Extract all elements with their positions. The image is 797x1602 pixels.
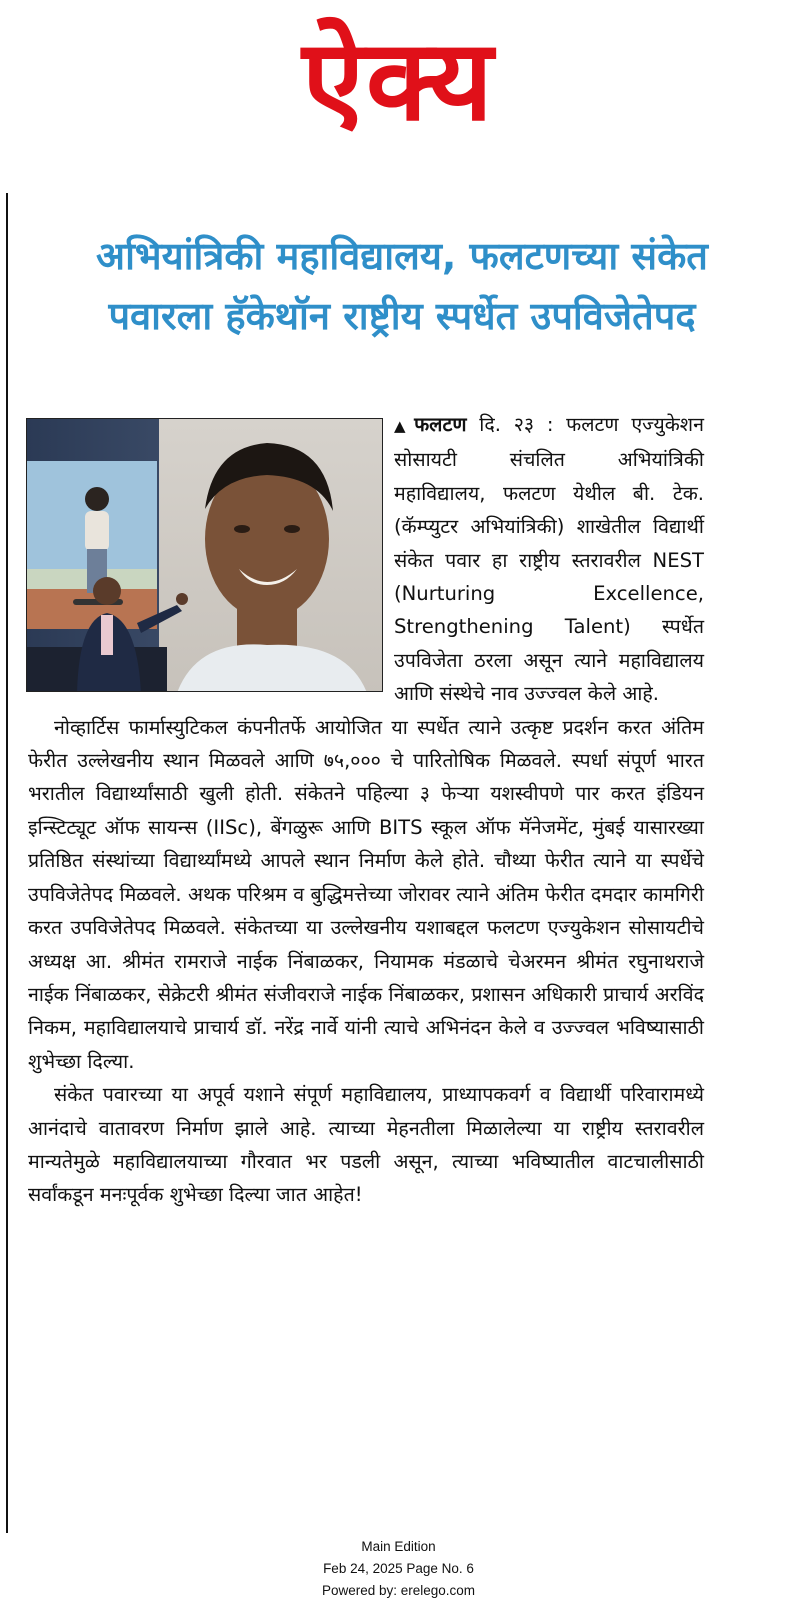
masthead-title: ऐक्य	[302, 16, 495, 146]
photo-spacer	[28, 408, 394, 698]
footer	[0, 1536, 797, 1602]
article-paragraph-3: संकेत पवारच्या या अपूर्व यशाने संपूर्ण महाविद्यालय, प्राध्यापकवर्ग व विद्यार्थी परिवारामध्ये आनंदाचे वातावरण निर्माण झाले आहे. त्याच्या मेहनतीला मिळालेल्या या राष्ट्रीय स्तरावरील मान्यतेमुळे महाविद्यालयाच्या गौरवात भर पडली असून, त्याच्या भविष्यातील वाटचालीसाठी सर्वांकडून मनःपूर्वक शुभेच्छा दिल्या जात आहेत!	[28, 1083, 704, 1207]
footer-powered-by: Powered by: erelego.com	[321, 1583, 476, 1598]
headline-line-2: पवारला हॅकेथॉन राष्ट्रीय स्पर्धेत उपविजेतेपद	[108, 294, 696, 338]
article-paragraph-1-text: दि. २३ : फलटण एज्युकेशन सोसायटी संचलित अभियांत्रिकी महाविद्यालय, फलटण येथील बी. टेक. (कॅम्प्युटर अभियांत्रिकी) शाखेतील विद्यार्थी संकेत पवार हा राष्ट्रीय स्तरावरील NEST (Nurturing Excellence, Strengthening Talent) स्पर्धेत उपविजेता ठरला असून त्याने महाविद्यालय आणि संस्थेचे नाव उज्ज्वल केले आहे.	[394, 413, 704, 706]
footer-edition: Main Edition	[361, 1539, 436, 1554]
footer-date-page: Feb 24, 2025 Page No. 6	[323, 1561, 474, 1576]
headline	[22, 226, 782, 346]
masthead	[0, 0, 797, 170]
column-rule	[6, 193, 8, 1533]
headline-line-1: अभियांत्रिकी महाविद्यालय, फलटणच्या संकेत	[96, 234, 708, 278]
triangle-up-icon: ▲	[394, 417, 413, 435]
article-paragraph-2: नोव्हार्टिस फार्मास्युटिकल कंपनीतर्फे आयोजित या स्पर्धेत त्याने उत्कृष्ट प्रदर्शन करत अंतिम फेरीत उल्लेखनीय स्थान मिळवले आणि ७५,००० चे पारितोषिक मिळवले. स्पर्धा संपूर्ण भारत भरातील विद्यार्थ्यांसाठी खुली होती. संकेतने पहिल्या ३ फेऱ्या यशस्वीपणे पार करत इंडियन इन्स्टिट्यूट ऑफ सायन्स (IISc), बेंगळुरू आणि BITS स्कूल ऑफ मॅनेजमेंट, मुंबई यासारख्या प्रतिष्ठित संस्थांच्या विद्यार्थ्यांमध्ये आपले स्थान निर्माण केले होते. चौथ्या फेरीत त्याने या स्पर्धेचे उपविजेतेपद मिळवले. अथक परिश्रम व बुद्धिमत्तेच्या जोरावर त्याने अंतिम फेरीत दमदार कामगिरी करत उपविजेतेपद मिळवले. संकेतच्या या उल्लेखनीय यशाबद्दल फलटण एज्युकेशन सोसायटीचे अध्यक्ष आ. श्रीमंत रामराजे नाईक निंबाळकर, नियामक मंडळाचे चेअरमन श्रीमंत रघुनाथराजे नाईक निंबाळकर, सेक्रेटरी श्रीमंत संजीवराजे नाईक निंबाळकर, प्रशासन अधिकारी प्राचार्य अरविंद निकम, महाविद्यालयाचे प्राचार्य डॉ. नरेंद्र नार्वे यांनी त्याचे अभिनंदन केले व उज्ज्वल भविष्यासाठी शुभेच्छा दिल्या.	[28, 715, 704, 1073]
article-body	[28, 408, 704, 1518]
dateline-place: फलटण	[414, 413, 467, 436]
